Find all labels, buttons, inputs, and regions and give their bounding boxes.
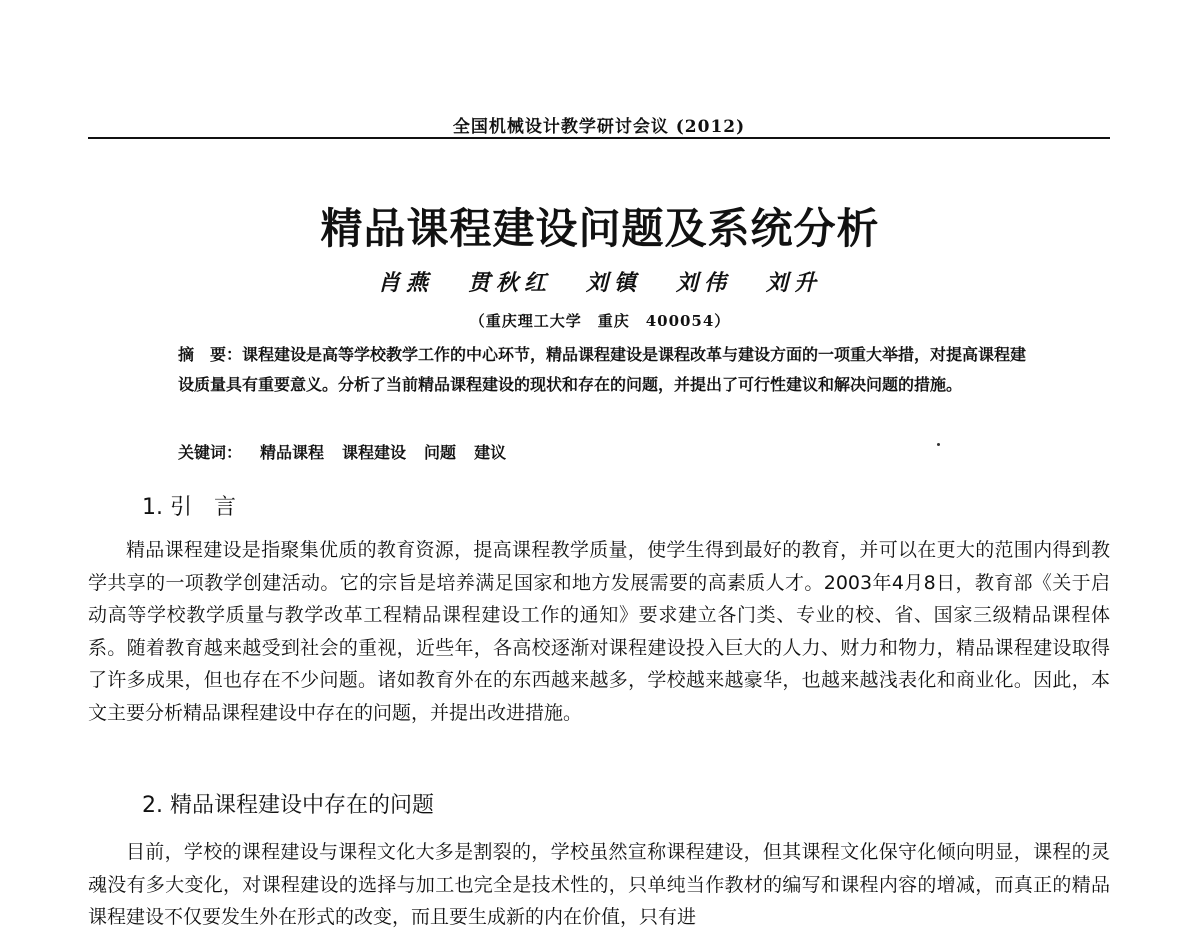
section-heading-introduction: 1. 引 言 (142, 495, 236, 520)
author-name: 刘伟 (676, 270, 733, 296)
running-head: 全国机械设计教学研讨会议 (2012) (452, 117, 746, 137)
keyword: 精品课程 (260, 443, 325, 462)
keyword: 课程建设 (342, 443, 407, 462)
author-name: 刘升 (766, 270, 823, 296)
author-name: 肖燕 (377, 270, 434, 296)
keyword: 问题 (424, 443, 457, 462)
scan-speck (937, 443, 940, 446)
keywords (178, 440, 506, 463)
abstract-text: 课程建设是高等学校教学工作的中心环节，精品课程建设是课程改革与建设方面的一项重大举措，对提高课程建设质量具有重要意义。分析了当前精品课程建设的现状和存在的问题，并提出了可行性建议和解决问题的措施。 (178, 345, 1027, 394)
keywords-label: 关键词： (178, 443, 243, 462)
body-paragraph: 目前，学校的课程建设与课程文化大多是割裂的，学校虽然宣称课程建设，但其课程文化保守化倾向明显，课程的灵魂没有多大变化，对课程建设的选择与加工也完全是技术性的，只单纯当作教材的编写和课程内容的增减，而真正的精品课程建设不仅要发生外在形式的改变，而且要生成新的内在价值，只有进 (88, 841, 1110, 928)
section-heading-problems: 2. 精品课程建设中存在的问题 (142, 793, 434, 818)
author-list (0, 266, 1200, 297)
paper-title: 精品课程建设问题及系统分析 (320, 204, 880, 253)
abstract (178, 340, 1036, 400)
keyword: 建议 (474, 443, 507, 462)
abstract-label: 摘 要： (178, 345, 243, 364)
author-name: 贯秋红 (467, 270, 552, 296)
affiliation: （重庆理工大学 重庆 400054） (469, 312, 731, 330)
author-name: 刘镇 (585, 270, 642, 296)
header-rule (88, 137, 1110, 139)
body-paragraph: 精品课程建设是指聚集优质的教育资源，提高课程教学质量，使学生得到最好的教育，并可以在更大的范围内得到教学共享的一项教学创建活动。它的宗旨是培养满足国家和地方发展需要的高素质人才。2003年4月8日，教育部《关于启动高等学校教学质量与教学改革工程精品课程建设工作的通知》要求建立各门类、专业的校、省、国家三级精品课程体系。随着教育越来越受到社会的重视，近些年，各高校逐渐对课程建设投入巨大的人力、财力和物力，精品课程建设取得了许多成果，但也存在不少问题。诸如教育外在的东西越来越多，学校越来越豪华，也越来越浅表化和商业化。因此，本文主要分析精品课程建设中存在的问题，并提出改进措施。 (88, 539, 1110, 724)
